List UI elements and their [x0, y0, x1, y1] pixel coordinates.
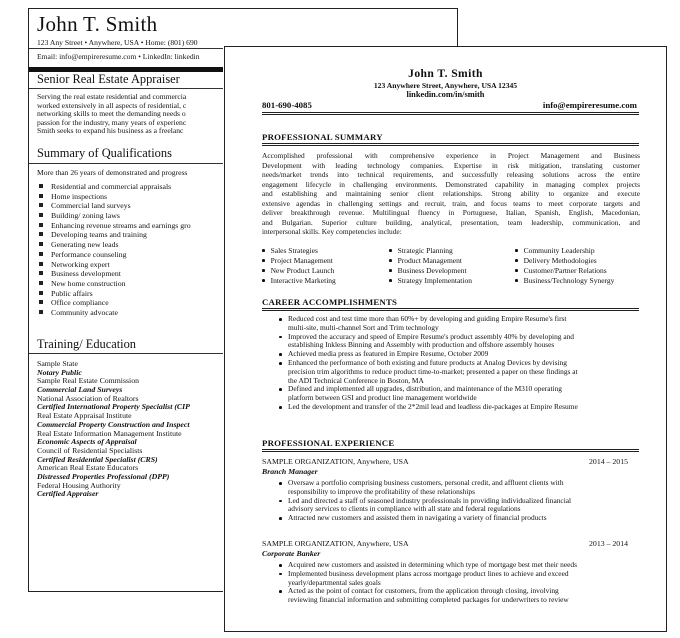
- accomplishments-list: [262, 315, 640, 412]
- competency-text: Business/Technology Synergy: [523, 276, 615, 285]
- back-intro-line: networking skills to meet the demanding needs o: [37, 109, 186, 119]
- bullet-icon: [279, 388, 282, 391]
- back-resume-name: John T. Smith: [37, 12, 158, 36]
- list-item-text: Performance counseling: [51, 249, 127, 259]
- bullet-icon: [389, 259, 392, 262]
- bullet-icon: [389, 269, 392, 272]
- competency-item: [515, 266, 607, 276]
- competency-item: [262, 276, 336, 286]
- summary-line: Accomplished professional with comprehensive experience in Project Management and Business: [262, 151, 640, 160]
- bullet-line: Enhanced the performance of both existing and future products at Analog Devices by devising: [288, 357, 567, 367]
- list-item: [262, 403, 640, 412]
- bullet-line: establishing Inkless Binning and Assembly with production and offshore assembly houses: [288, 340, 555, 350]
- list-item: [262, 514, 640, 523]
- list-item: [37, 360, 190, 377]
- bullet-line: Achieved media press as featured in Empire Resume, October 2009: [288, 349, 489, 359]
- bullet-icon: [389, 249, 392, 252]
- bullet-line: reviewing financial information and submitting completed packages for underwriters to review: [288, 595, 569, 605]
- list-item: [262, 333, 640, 351]
- back-intro-line: passion for the industry, many years of experienc: [37, 117, 187, 127]
- competency-item: [262, 256, 333, 266]
- bullet-icon: [262, 279, 265, 282]
- bullet-icon: [279, 482, 282, 485]
- list-item: [39, 279, 191, 289]
- bullet-line: yearly/departmental sales goals: [288, 577, 381, 587]
- list-item: [262, 497, 640, 515]
- list-item-text: Public affairs: [51, 288, 93, 298]
- summary-line: deliver breakthrough revenue. Multilingual fluency in Portuguese, Italian, Spanish, English, Macedonian,: [262, 208, 640, 218]
- back-intro-line: worked extensively in all aspects of residential, c: [37, 100, 187, 110]
- training-org: Sample State: [37, 359, 78, 368]
- list-item: [39, 240, 191, 250]
- back-qualifications-list: [39, 182, 191, 318]
- resume-name: John T. Smith: [408, 67, 483, 80]
- competency-item: [515, 276, 614, 286]
- resume-address: 123 Anywhere Street, Anywhere, USA 12345: [373, 81, 518, 90]
- competency-text: Business Development: [397, 266, 467, 275]
- bullet-line: multi-site, multi-channel Sort and Trim technology: [288, 322, 439, 332]
- competency-item: [515, 256, 597, 266]
- list-item-text: Office compliance: [51, 298, 109, 308]
- list-item: [39, 250, 191, 260]
- list-item: [37, 447, 190, 464]
- list-item: [37, 430, 190, 447]
- list-item: [39, 211, 191, 221]
- training-org: Real Estate Appraisal Institute: [37, 411, 132, 421]
- list-item: [39, 289, 191, 299]
- list-item: [39, 308, 191, 318]
- bullet-icon: [279, 318, 282, 321]
- bullet-line: Defined and implemented all upgrades, distribution, and maintenance of the M310 operating: [288, 384, 562, 394]
- bullet-line: Acted as the point of contact for customers, from the application through closing, involving: [288, 586, 559, 596]
- bullet-icon: [389, 279, 392, 282]
- competency-item: [262, 246, 318, 256]
- job-organization: SAMPLE ORGANIZATION, Anywhere, USA: [262, 457, 409, 466]
- list-item: [262, 479, 640, 497]
- list-item: [262, 359, 640, 385]
- training-org: National Association of Realtors: [37, 393, 139, 403]
- bullet-icon: [279, 590, 282, 593]
- bullet-icon: [279, 406, 282, 409]
- competency-item: [389, 266, 467, 276]
- list-item: [37, 412, 190, 429]
- list-item: [262, 315, 640, 333]
- section-double-rule: [262, 449, 639, 452]
- bullet-icon: [262, 269, 265, 272]
- job-dates: 2013 – 2014: [589, 539, 628, 548]
- bullet-line: Acquired new customers and assisted in determining which type of mortgage best met their needs: [288, 560, 577, 569]
- resume-linkedin: linkedin.com/in/smith: [406, 90, 485, 99]
- square-bullet-icon: [39, 194, 43, 198]
- square-bullet-icon: [39, 213, 43, 217]
- training-cert: Commercial Land Surveys: [37, 384, 123, 394]
- bullet-icon: [279, 517, 282, 520]
- training-cert: Commercial Property Construction and Inspect: [37, 419, 190, 429]
- bullet-icon: [279, 353, 282, 356]
- list-item: [262, 587, 640, 605]
- summary-line: extensive agendas in challenging settings and recruit, train, and focus teams to meet corporate targets and: [262, 198, 640, 208]
- training-org: Council of Residential Specialists: [37, 445, 143, 455]
- bullet-line: Led the development and transfer of the 2*2mil lead and leadless die-packages at Empire Resume: [288, 401, 578, 411]
- summary-line: interpersonal skills. Key competencies include:: [262, 227, 402, 237]
- list-item: [37, 482, 190, 499]
- competency-item: [262, 266, 334, 276]
- list-item: [37, 395, 190, 412]
- square-bullet-icon: [39, 223, 43, 227]
- summary-line: engagement lifecycle in challenging environments. Demonstrated capability in managing complex projects: [262, 179, 640, 189]
- job-title: Corporate Banker: [262, 549, 321, 558]
- list-item-text: Generating new leads: [51, 240, 119, 250]
- training-cert: Certified Residential Specialist (CRS): [37, 454, 158, 464]
- list-item: [39, 260, 191, 270]
- back-contact-line-2: Email: info@empireresume.com • LinkedIn: linkedin: [37, 52, 200, 61]
- competency-text: New Product Launch: [270, 266, 335, 275]
- back-intro-paragraph: [37, 93, 186, 136]
- list-item-text: Commercial land surveys: [51, 201, 131, 211]
- job-dates: 2014 – 2015: [589, 457, 628, 466]
- list-item-text: Residential and commercial appraisals: [51, 182, 172, 191]
- back-training-list: [37, 360, 190, 499]
- square-bullet-icon: [39, 262, 43, 266]
- list-item-text: Networking expert: [51, 259, 110, 269]
- bullet-line: Reduced cost and test time more than 60%+ by developing and guiding Empire Resume's first: [288, 314, 567, 323]
- competency-text: Project Management: [270, 256, 333, 265]
- experience-heading: PROFESSIONAL EXPERIENCE: [262, 438, 395, 448]
- summary-line: and Bulgarian. Superior culture building, analytical, presentation, team leadership, communication, and: [262, 217, 640, 227]
- bullet-line: Implemented business development plans across mortgage product lines to achieve and exceed: [288, 568, 569, 578]
- bullet-icon: [279, 362, 282, 365]
- bullet-icon: [515, 279, 518, 282]
- training-org: American Real Estate Educators: [37, 463, 139, 473]
- list-item: [39, 201, 191, 211]
- bullet-icon: [279, 573, 282, 576]
- back-title-section-heading: Senior Real Estate Appraiser: [37, 72, 180, 86]
- list-item-text: Developing teams and training: [51, 230, 147, 240]
- competency-item: [389, 276, 472, 286]
- competency-text: Strategic Planning: [397, 246, 453, 255]
- training-cert: Distressed Properties Professional (DPP): [37, 471, 170, 481]
- training-cert: Certified International Property Specialist (CIP: [37, 402, 190, 412]
- back-intro-line: Serving the real estate residential and commercia: [37, 92, 187, 101]
- bullet-icon: [515, 259, 518, 262]
- summary-line: needs/market trends into technical requirements, and successfully releasing solutions across the entire: [262, 170, 640, 180]
- bullet-line: responsibility to improve the profitability of these relationships: [288, 486, 475, 496]
- resume-phone: 801-690-4085: [262, 100, 312, 110]
- training-cert: Certified Appraiser: [37, 489, 99, 499]
- list-item-text: Home inspections: [51, 191, 108, 201]
- list-item-text: Building/ zoning laws: [51, 211, 120, 221]
- square-bullet-icon: [39, 252, 43, 256]
- bullet-icon: [262, 259, 265, 262]
- list-item: [39, 221, 191, 231]
- list-item: [37, 464, 190, 481]
- resume-email: info@empireresume.com: [542, 100, 637, 110]
- bullet-line: advisory services to clients in compliance with all state and federal regulations: [288, 504, 521, 514]
- back-intro-line: Smith seeks to expand his business as a freelanc: [37, 126, 184, 136]
- list-item: [39, 230, 191, 240]
- bullet-line: the ADI Technical Conference in Boston, MA: [288, 375, 424, 385]
- list-item: [262, 385, 640, 403]
- square-bullet-icon: [39, 232, 43, 236]
- square-bullet-icon: [39, 291, 43, 295]
- list-item-text: Enhancing revenue streams and earnings gro: [51, 220, 191, 230]
- summary-line: Development with leading technology companies. Expertise in risk mitigation, translating customer: [262, 160, 640, 170]
- training-cert: Notary Public: [37, 367, 82, 377]
- competency-text: Interactive Marketing: [270, 276, 336, 285]
- competency-text: Sales Strategies: [270, 246, 318, 255]
- square-bullet-icon: [39, 300, 43, 304]
- bullet-line: Oversaw a portfolio comprising business customers, personal credit, and affluent clients with: [288, 478, 564, 487]
- square-bullet-icon: [39, 281, 43, 285]
- square-bullet-icon: [39, 271, 43, 275]
- list-item-text: New home construction: [51, 278, 126, 288]
- bullet-icon: [515, 269, 518, 272]
- competency-text: Customer/Partner Relations: [523, 266, 607, 275]
- bullet-line: precision trim algorithms to reduce product time-to-market; presented a paper on these findings at: [288, 366, 578, 376]
- bullet-icon: [515, 249, 518, 252]
- accomplishments-heading: CAREER ACCOMPLISHMENTS: [262, 297, 398, 307]
- square-bullet-icon: [39, 184, 43, 188]
- back-training-heading: Training/ Education: [37, 337, 137, 351]
- list-item: [39, 269, 191, 279]
- bullet-icon: [279, 336, 282, 339]
- training-org: Sample Real Estate Commission: [37, 376, 139, 386]
- job-bullets: [262, 561, 640, 605]
- competency-item: [389, 256, 462, 266]
- training-org: Real Estate Information Management Institute: [37, 428, 182, 438]
- list-item: [39, 192, 191, 202]
- bullet-line: Improved the accuracy and speed of Empire Resume's product assembly 40% by developing and: [288, 331, 574, 341]
- square-bullet-icon: [39, 242, 43, 246]
- bullet-line: Led and directed a staff of seasoned industry professionals in providing individualized financial: [288, 495, 572, 505]
- back-qualifications-intro: More than 26 years of demonstrated and progress: [37, 168, 188, 177]
- square-bullet-icon: [39, 203, 43, 207]
- job-organization: SAMPLE ORGANIZATION, Anywhere, USA: [262, 539, 409, 548]
- list-item-text: Business development: [51, 269, 121, 279]
- list-item: [262, 570, 640, 588]
- list-item: [39, 182, 191, 192]
- competency-text: Product Management: [397, 256, 462, 265]
- competency-text: Community Leadership: [523, 246, 595, 255]
- back-qualifications-heading: Summary of Qualifications: [37, 146, 172, 160]
- back-contact-line-1: 123 Any Street • Anywhere, USA • Home: (801) 690: [37, 38, 198, 47]
- competency-item: [389, 246, 453, 256]
- bullet-icon: [262, 249, 265, 252]
- competency-text: Delivery Methodologies: [523, 256, 597, 265]
- competency-item: [515, 246, 595, 256]
- job-title: Branch Manager: [262, 467, 318, 476]
- summary-heading: PROFESSIONAL SUMMARY: [262, 132, 383, 142]
- training-cert: Economic Aspects of Appraisal: [37, 437, 137, 447]
- bullet-line: Attracted new customers and assisted them in navigating a variety of financial products: [288, 513, 547, 523]
- competency-text: Strategy Implementation: [397, 276, 472, 285]
- section-double-rule: [262, 308, 639, 311]
- job-bullets: [262, 479, 640, 523]
- square-bullet-icon: [39, 310, 43, 314]
- bullet-icon: [279, 500, 282, 503]
- summary-line: and establishing and maintaining senior client relationships. Strong ability to organize and execute: [262, 189, 640, 199]
- training-org: Federal Housing Authority: [37, 480, 121, 490]
- bullet-line: platform between GSI and product line management worldwide: [288, 393, 477, 403]
- bullet-icon: [279, 564, 282, 567]
- list-item: [37, 377, 190, 394]
- front-resume-page: [224, 46, 667, 632]
- list-item-text: Community advocate: [51, 307, 118, 317]
- list-item: [39, 298, 191, 308]
